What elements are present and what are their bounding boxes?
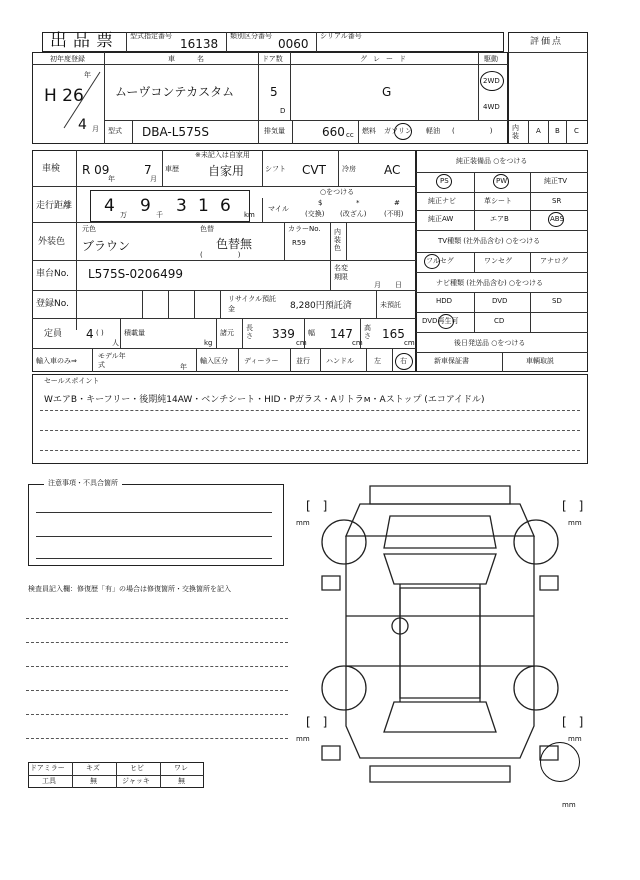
- doors-type: D: [280, 107, 286, 115]
- equip-title: 純正装備品 ○をつける: [456, 157, 528, 165]
- import-dealer: ディーラー: [244, 357, 279, 365]
- shift: CVT: [302, 163, 326, 177]
- tamper: (改ざん): [340, 210, 367, 218]
- equip-aw: 純正AW: [428, 215, 454, 223]
- later-title: 後日発送品 ○をつける: [454, 339, 526, 347]
- handle-label: ハンドル: [326, 357, 354, 365]
- type-num: 16138: [180, 37, 219, 51]
- name-change-date: 月 日: [374, 281, 402, 289]
- sales-point-label: セールスポイント: [44, 377, 100, 385]
- doors: 5: [270, 85, 278, 99]
- import-only-label: 輸入車のみ⇒: [36, 357, 77, 365]
- name-label: 車名: [168, 55, 226, 63]
- grade-label: グレード: [360, 55, 412, 63]
- tire-rl-mm: mm: [296, 735, 310, 743]
- unknown-sym: #: [394, 199, 400, 207]
- handle-right: 右: [400, 357, 407, 365]
- interior-grade-c: C: [574, 127, 579, 135]
- equip-pw: PW: [496, 177, 508, 185]
- acc-tools: 工具: [42, 777, 56, 785]
- equip-abs-circle: [548, 212, 564, 227]
- capacity-persons: 4: [86, 327, 94, 341]
- tire-fr-bracket: [ ]: [562, 499, 584, 513]
- color-label: 外装色: [38, 237, 66, 247]
- change-paren: ( ): [200, 251, 241, 259]
- shaken-year-suffix: 年: [108, 175, 115, 183]
- tv-fullseg-circle: [424, 254, 440, 269]
- equip-airbag: エアB: [490, 215, 509, 223]
- tire-fl-bracket: [ ]: [306, 499, 328, 513]
- spare-tire: [540, 742, 580, 782]
- first-reg-label: 初年度登録: [50, 55, 85, 63]
- grade: G: [382, 85, 392, 99]
- interior-label: 内装: [512, 124, 519, 140]
- shift-label: シフト: [265, 165, 286, 173]
- mileage-mile: マイル: [268, 205, 289, 213]
- model: DBA-L575S: [142, 125, 209, 139]
- tire-fr-mm: mm: [568, 519, 582, 527]
- width: 147: [330, 327, 353, 341]
- car-diagram: [300, 476, 580, 796]
- mileage-label: 走行距離: [36, 201, 73, 211]
- recycle-label: リサイクル預託金: [228, 295, 277, 313]
- class-num: 0060: [278, 37, 309, 51]
- import-class-label: 輸入区分: [200, 357, 228, 365]
- equip-pw-circle: [493, 174, 509, 189]
- ac-label: 冷房: [342, 165, 356, 173]
- navi-dvd-play: DVD再生可: [422, 317, 459, 325]
- mileage-digit-2: 9: [140, 196, 151, 216]
- recycle: 8,280円預託済: [290, 301, 352, 311]
- tire-rr-mm: mm: [568, 735, 582, 743]
- capacity-label: 定員: [44, 329, 63, 339]
- equip-tv: 純正TV: [544, 177, 568, 185]
- mileage-km: km: [244, 211, 255, 219]
- acc-break: ワレ: [174, 764, 188, 772]
- history-note: ※未記入は自家用: [195, 151, 250, 159]
- height-cm: cm: [404, 339, 415, 347]
- later-manual: 車輌取説: [526, 357, 554, 365]
- change-color: 色替無: [216, 237, 253, 251]
- navi-sd: SD: [552, 297, 562, 305]
- navi-dvd-play-circle: [438, 314, 454, 329]
- orig-color: ブラウン: [82, 239, 131, 253]
- capacity-unit: 人: [112, 339, 119, 347]
- tire-rr-bracket: [ ]: [562, 715, 584, 729]
- type-num-label: 型式指定番号: [130, 32, 172, 40]
- month-suffix: 月: [92, 125, 99, 133]
- serial-label: シリアル番号: [320, 32, 362, 40]
- acc-scratch: キズ: [86, 764, 100, 772]
- length-cm: cm: [296, 339, 307, 347]
- unknown: (不明): [384, 210, 404, 218]
- chassis-label: 車台No.: [36, 269, 69, 279]
- equip-sr: SR: [552, 197, 562, 205]
- tire-rl-bracket: [ ]: [306, 715, 328, 729]
- recycle-unpaid: 未預託: [380, 301, 401, 309]
- tamper-sym: *: [356, 199, 360, 207]
- tv-oneseg: ワンセグ: [484, 257, 512, 265]
- year-suffix: 年: [84, 71, 91, 79]
- fuel-paren: ( ): [452, 127, 493, 135]
- model-label: 型式: [108, 127, 122, 135]
- acc-jack: ジャッキ: [122, 777, 150, 785]
- fuel-diesel: 軽油: [426, 127, 440, 135]
- displacement: 660: [322, 125, 345, 139]
- ac: AC: [384, 163, 401, 177]
- width-label: 幅: [308, 329, 315, 337]
- capacity-paren: ( ): [96, 329, 104, 337]
- tire-fl-mm: mm: [296, 519, 310, 527]
- class-num-label: 類別区分番号: [230, 32, 272, 40]
- fuel-label: 燃料: [362, 127, 376, 135]
- equip-abs: ABS: [550, 215, 564, 223]
- height: 165: [382, 327, 405, 341]
- registration-label: 登録No.: [36, 299, 69, 309]
- tv-title: TV種類 (社外品含む) ○をつける: [438, 237, 541, 245]
- navi-cd: CD: [494, 317, 505, 325]
- drive-2wd-circle: [480, 71, 504, 91]
- dims-label: 諸元: [220, 329, 234, 337]
- shaken-month: 7: [144, 163, 152, 177]
- displacement-label: 排気量: [264, 127, 285, 135]
- mileage-digit-4: 1: [198, 196, 209, 216]
- length-label: 長さ: [246, 324, 253, 340]
- rating-label: 評価点: [530, 37, 564, 47]
- first-reg-era: H 26: [44, 86, 84, 106]
- acc-jack-value: 無: [178, 777, 185, 785]
- width-cm: cm: [352, 339, 363, 347]
- inspector-label: 検査員記入欄：修復歴「有」の場合は修復箇所・交換箇所を記入: [28, 585, 231, 593]
- interior-grade-a: A: [536, 127, 541, 135]
- equip-leather: 革シート: [484, 197, 512, 205]
- form-title: 出品票: [50, 31, 119, 51]
- load-label: 積載量: [124, 329, 145, 337]
- color-code: R59: [292, 239, 306, 247]
- mileage-digit-5: 6: [220, 196, 231, 216]
- mileage-man: 万: [120, 211, 127, 219]
- load-kg: kg: [204, 339, 213, 347]
- model-year-suffix: 年: [180, 363, 187, 371]
- equip-navi: 純正ナビ: [428, 197, 456, 205]
- drive-2wd: 2WD: [483, 77, 500, 85]
- interior-color-label: 内装色: [334, 228, 341, 252]
- tv-fullseg: フルセグ: [426, 257, 454, 265]
- handle-right-circle: [395, 353, 413, 370]
- acc-door-mirror: ドアミラー: [30, 764, 65, 772]
- doors-label: ドア数: [262, 55, 283, 63]
- history-label: 車歴: [165, 165, 179, 173]
- height-label: 高さ: [364, 324, 371, 340]
- navi-dvd: DVD: [492, 297, 508, 305]
- change-color-label: 色替: [200, 225, 214, 233]
- history: 自家用: [208, 164, 245, 178]
- sales-point-text: WエアB・キーフリー・後期純14AW・ベンチシート・HID・Pガラス・Aリトラм・Aストップ (エコアイドル): [44, 395, 485, 405]
- shaken: R 09: [82, 163, 110, 177]
- handle-left: 左: [374, 357, 381, 365]
- shaken-month-suffix: 月: [150, 175, 157, 183]
- fuel-gas: ガソリン: [384, 127, 412, 135]
- caution-label: 注意事項・不具合箇所: [44, 480, 122, 487]
- shaken-label: 車検: [42, 164, 61, 174]
- equip-ps: PS: [440, 177, 449, 185]
- name-change-label: 名変期限: [334, 264, 348, 281]
- mileage-sen: 千: [156, 211, 163, 219]
- acc-crack: ヒビ: [130, 764, 144, 772]
- caution-box: [28, 484, 284, 566]
- later-warranty: 新車保証書: [434, 357, 469, 365]
- fuel-gas-circle: [394, 123, 412, 140]
- model-year-label: モデル年式: [98, 352, 126, 369]
- orig-color-label: 元色: [82, 225, 96, 233]
- chassis-number: L575S-0206499: [88, 267, 183, 281]
- exchange: (交換): [305, 210, 325, 218]
- drive-4wd: 4WD: [483, 103, 500, 111]
- drive-label: 駆動: [484, 55, 498, 63]
- acc-tools-value: 無: [90, 777, 97, 785]
- vehicle-name: ムーヴコンテカスタム: [115, 85, 235, 99]
- spare-tire-mm: mm: [562, 801, 576, 809]
- mileage-digit-3: 3: [176, 196, 187, 216]
- tv-analog: アナログ: [540, 257, 568, 265]
- exchange-sym: $: [318, 199, 323, 207]
- equip-ps-circle: [436, 174, 452, 189]
- color-code-label: カラーNo.: [288, 225, 321, 233]
- navi-hdd: HDD: [436, 297, 453, 305]
- mileage-digit-1: 4: [104, 196, 115, 216]
- navi-title: ナビ種類 (社外品含む) ○をつける: [436, 279, 544, 287]
- cc-unit: cc: [346, 131, 354, 139]
- first-reg-month: 4: [78, 117, 87, 133]
- import-parallel: 並行: [296, 357, 310, 365]
- interior-grade-b: B: [555, 127, 560, 135]
- mileage-mark-note: ○をつける: [320, 188, 355, 196]
- length: 339: [272, 327, 295, 341]
